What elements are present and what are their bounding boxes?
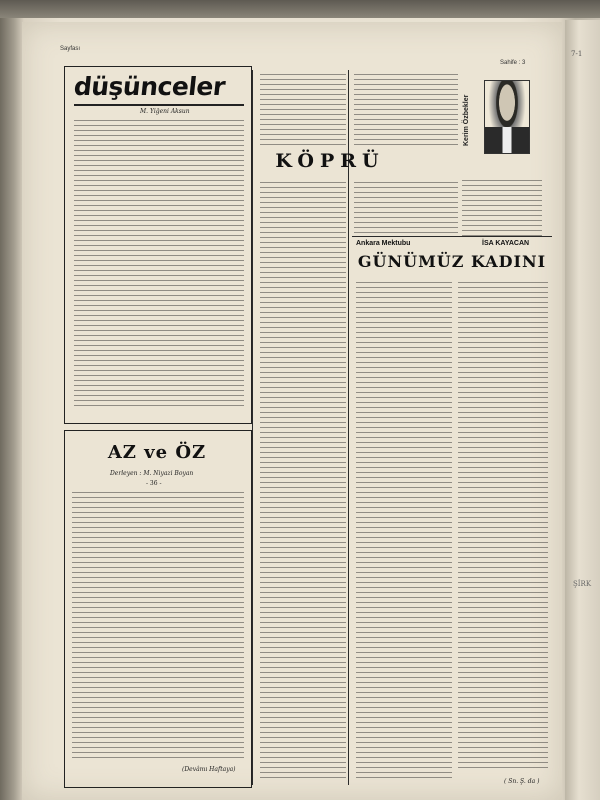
edge-snippet-mid: ŞİRK — [573, 580, 592, 588]
gunumuz-body-col1 — [356, 282, 452, 782]
gunumuz-title: GÜNÜMÜZ KADINI — [357, 252, 547, 271]
gunumuz-body-col2 — [458, 282, 548, 772]
az-ve-oz-byline: Derleyen : M. Niyazi Boyan — [110, 470, 194, 477]
az-ve-oz-number: - 36 - — [146, 480, 162, 487]
brand-byline: M. Yiğeni Aksun — [140, 108, 190, 115]
right-top-text — [462, 180, 542, 236]
dusunceler-text — [74, 120, 244, 410]
az-ve-oz-title: AZ ve ÖZ — [107, 442, 207, 463]
kopru-intro-text — [260, 74, 346, 146]
edge-snippet-top: 7-1 — [571, 50, 583, 58]
kopru-body-col1 — [260, 182, 346, 782]
header-left-label: Sayfası — [60, 46, 81, 52]
gunumuz-continuation: ( Sn. Ş. da ) — [504, 778, 540, 785]
column-divider-left — [252, 70, 253, 785]
az-ve-oz-text — [72, 492, 244, 760]
kopru-body-col2-top — [354, 74, 458, 146]
adjacent-page-edge — [565, 20, 600, 800]
section-label-ankara: Ankara Mektubu — [356, 240, 411, 247]
top-shadow-strip — [0, 0, 600, 18]
header-right-label: Sahife : 3 — [500, 60, 526, 66]
author-photo — [484, 80, 530, 154]
kopru-title: KÖPRÜ — [275, 150, 385, 172]
brand-title: düşünceler — [72, 72, 227, 101]
az-ve-oz-footer: (Devâmı Haftaya) — [182, 766, 236, 773]
gunumuz-top-rule — [352, 236, 552, 237]
column-divider-right — [348, 70, 349, 785]
author-vertical-name: Kerim Özbekler — [463, 94, 470, 146]
gunumuz-byline: İSA KAYACAN — [482, 240, 530, 247]
brand-underline — [74, 104, 244, 106]
kopru-body-col2 — [354, 182, 458, 234]
